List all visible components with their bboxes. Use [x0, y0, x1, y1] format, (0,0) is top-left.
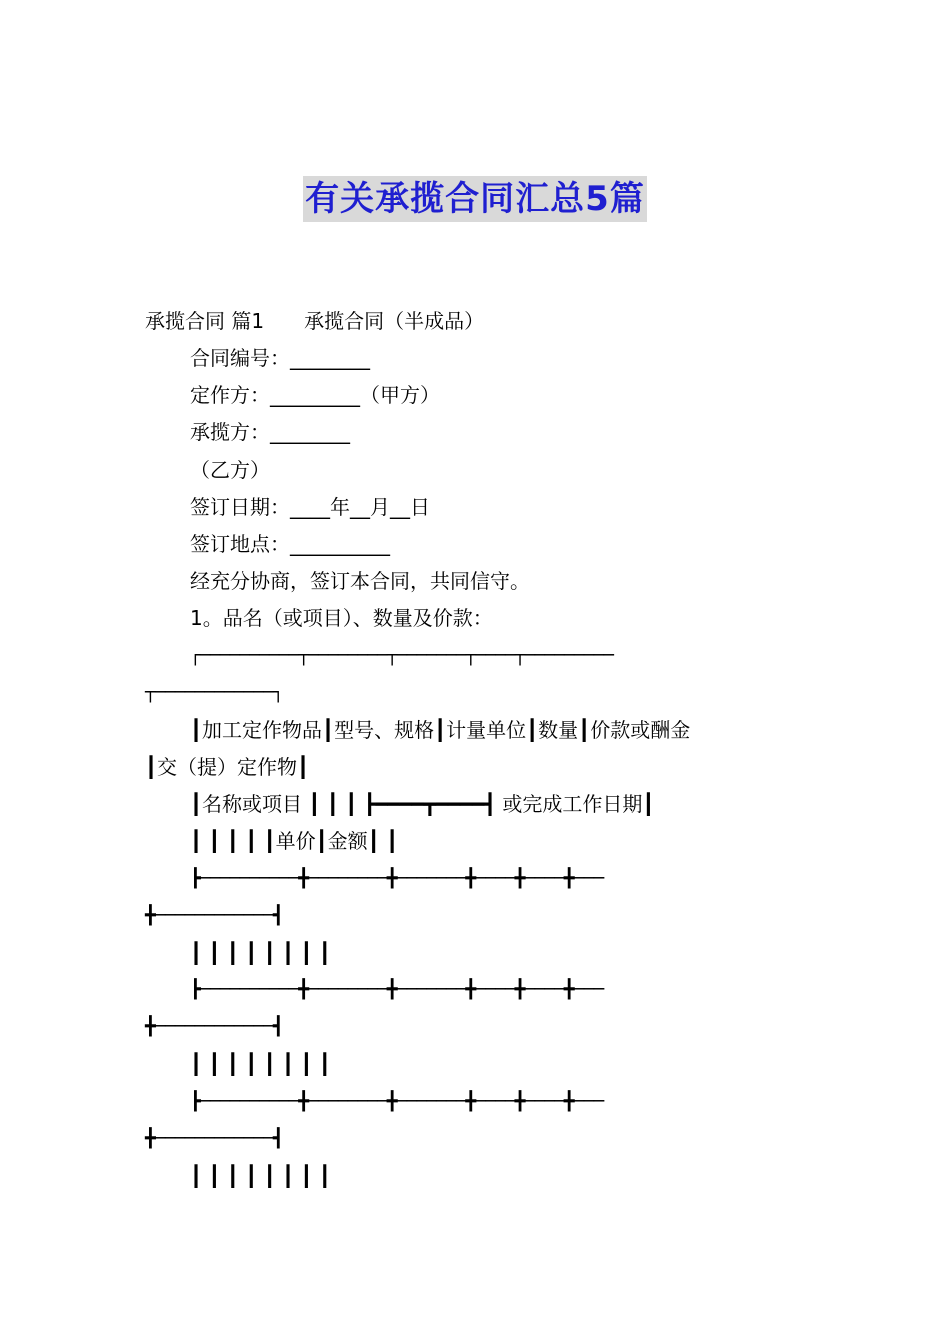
section-heading: 承揽合同 篇1 承揽合同（半成品）	[145, 309, 485, 333]
table-row-line: ┃ ┃ ┃ ┃ ┃ ┃ ┃ ┃	[190, 1164, 331, 1188]
party-b-line: （乙方）	[190, 458, 270, 482]
table-border-line: ╋────────────┫	[145, 1016, 283, 1037]
table-border-line: ┬────────────┐	[145, 682, 283, 703]
table-row-line: ┃ ┃ ┃ ┃ ┃ ┃ ┃ ┃	[190, 941, 331, 965]
table-border-line: ┣──────────╋────────╋───────╋────╋────╋───	[190, 1091, 604, 1112]
table-border-line: ╋────────────┫	[145, 905, 283, 926]
table-border-line: ┣──────────╋────────╋───────╋────╋────╋───	[190, 868, 604, 889]
sign-date-line: 签订日期：____年__月__日	[190, 495, 430, 519]
table-header-line: ┃交（提）定作物┃	[145, 755, 310, 779]
document-title: 有关承揽合同汇总5篇	[303, 176, 647, 222]
agreement-line: 经充分协商，签订本合同，共同信守。	[190, 569, 530, 593]
contract-number-line: 合同编号：________	[190, 346, 370, 370]
table-header-line: ┃名称或项目 ┃ ┃ ┃ ┣━━━━┳━━━━┫ 或完成工作日期┃	[190, 792, 655, 816]
table-row-line: ┃ ┃ ┃ ┃ ┃ ┃ ┃ ┃	[190, 1052, 331, 1076]
table-header-line: ┃加工定作物品┃型号、规格┃计量单位┃数量┃价款或酬金	[190, 718, 691, 742]
party-a-line: 定作方：_________（甲方）	[190, 383, 440, 407]
table-border-line: ┌──────────┬────────┬───────┬────┬─────────	[190, 645, 613, 666]
item-heading-line: 1。品名（或项目）、数量及价款：	[190, 606, 493, 630]
table-border-line: ┣──────────╋────────╋───────╋────╋────╋───	[190, 979, 604, 1000]
table-header-line: ┃ ┃ ┃ ┃ ┃单价┃金额┃ ┃	[190, 829, 399, 853]
table-border-line: ╋────────────┫	[145, 1128, 283, 1149]
title-container	[0, 176, 950, 222]
contractor-line: 承揽方：________	[190, 420, 350, 444]
sign-place-line: 签订地点：__________	[190, 532, 390, 556]
